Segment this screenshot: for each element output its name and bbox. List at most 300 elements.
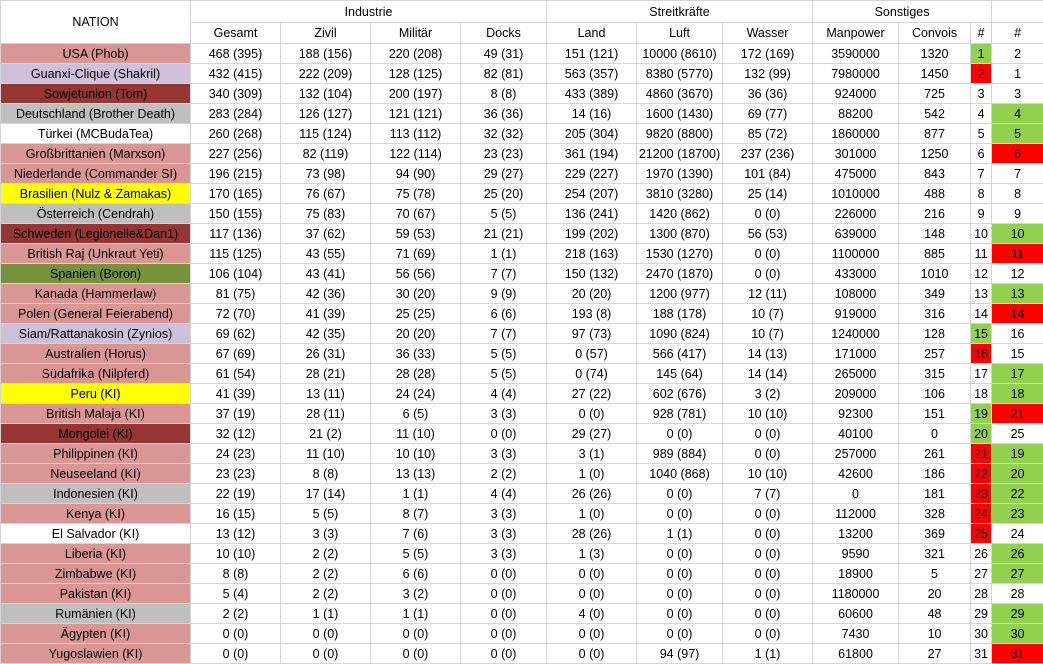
- militaer-cell: 11 (10): [371, 424, 461, 444]
- rank-previous-cell: 31: [992, 644, 1043, 664]
- militaer-cell: 36 (33): [371, 344, 461, 364]
- land-cell: 150 (132): [547, 264, 637, 284]
- convois-cell: 186: [899, 464, 971, 484]
- manpower-cell: 433000: [813, 264, 899, 284]
- luft-cell: 989 (884): [637, 444, 723, 464]
- rank-current-cell: 26: [971, 544, 992, 564]
- nation-cell: Sowjetunion (Tom): [1, 84, 191, 104]
- docks-cell: 25 (20): [461, 184, 547, 204]
- zivil-cell: 42 (36): [281, 284, 371, 304]
- table-row: [1, 284, 1043, 304]
- industrie-header: Industrie: [191, 1, 547, 23]
- wasser-cell: 10 (7): [723, 304, 813, 324]
- zivil-cell: 43 (55): [281, 244, 371, 264]
- militaer-cell: 121 (121): [371, 104, 461, 124]
- zivil-cell: 43 (41): [281, 264, 371, 284]
- rank-previous-cell: 18: [992, 384, 1043, 404]
- convois-cell: 20: [899, 584, 971, 604]
- wasser-cell: 10 (10): [723, 464, 813, 484]
- manpower-cell: 226000: [813, 204, 899, 224]
- manpower-cell: 60600: [813, 604, 899, 624]
- col-header-docks: Docks: [461, 23, 547, 44]
- convois-cell: 885: [899, 244, 971, 264]
- luft-cell: 94 (97): [637, 644, 723, 664]
- rank-current-cell: 14: [971, 304, 992, 324]
- docks-cell: 7 (7): [461, 324, 547, 344]
- convois-cell: 316: [899, 304, 971, 324]
- docks-cell: 6 (6): [461, 304, 547, 324]
- manpower-cell: 112000: [813, 504, 899, 524]
- zivil-cell: 26 (31): [281, 344, 371, 364]
- manpower-cell: 40100: [813, 424, 899, 444]
- col-header-convois: Convois: [899, 23, 971, 44]
- nation-cell: British Raj (Unkraut Yeti): [1, 244, 191, 264]
- wasser-cell: 3 (2): [723, 384, 813, 404]
- zivil-cell: 11 (10): [281, 444, 371, 464]
- docks-cell: 9 (9): [461, 284, 547, 304]
- manpower-cell: 42600: [813, 464, 899, 484]
- rank-previous-cell: 20: [992, 464, 1043, 484]
- luft-cell: 4860 (3670): [637, 84, 723, 104]
- gesamt-cell: 69 (62): [191, 324, 281, 344]
- nation-cell: Brasilien (Nulz & Zamakas): [1, 184, 191, 204]
- militaer-cell: 75 (78): [371, 184, 461, 204]
- land-cell: 26 (26): [547, 484, 637, 504]
- wasser-cell: 56 (53): [723, 224, 813, 244]
- docks-cell: 3 (3): [461, 524, 547, 544]
- convois-cell: 1250: [899, 144, 971, 164]
- militaer-cell: 6 (5): [371, 404, 461, 424]
- rank-previous-cell: 13: [992, 284, 1043, 304]
- luft-cell: 0 (0): [637, 564, 723, 584]
- col-header-rank-current: #: [971, 23, 992, 44]
- luft-cell: 602 (676): [637, 384, 723, 404]
- table-row: [1, 644, 1043, 664]
- rank-current-cell: 29: [971, 604, 992, 624]
- convois-cell: 315: [899, 364, 971, 384]
- rank-current-cell: 23: [971, 484, 992, 504]
- militaer-cell: 71 (69): [371, 244, 461, 264]
- nation-cell: Peru (KI): [1, 384, 191, 404]
- land-cell: 1 (0): [547, 464, 637, 484]
- nation-cell: Großbrittanien (Marxson): [1, 144, 191, 164]
- land-cell: 3 (1): [547, 444, 637, 464]
- zivil-cell: 42 (35): [281, 324, 371, 344]
- zivil-cell: 41 (39): [281, 304, 371, 324]
- rank-current-cell: 17: [971, 364, 992, 384]
- wasser-cell: 0 (0): [723, 564, 813, 584]
- docks-cell: 32 (32): [461, 124, 547, 144]
- rank-previous-cell: 3: [992, 84, 1043, 104]
- gesamt-cell: 150 (155): [191, 204, 281, 224]
- convois-cell: 106: [899, 384, 971, 404]
- luft-cell: 0 (0): [637, 504, 723, 524]
- convois-cell: 321: [899, 544, 971, 564]
- gesamt-cell: 32 (12): [191, 424, 281, 444]
- convois-cell: 328: [899, 504, 971, 524]
- manpower-cell: 61800: [813, 644, 899, 664]
- land-cell: 0 (0): [547, 404, 637, 424]
- docks-cell: 4 (4): [461, 384, 547, 404]
- luft-cell: 0 (0): [637, 584, 723, 604]
- wasser-cell: 0 (0): [723, 444, 813, 464]
- rank-previous-cell: 15: [992, 344, 1043, 364]
- convois-cell: 181: [899, 484, 971, 504]
- land-cell: 27 (22): [547, 384, 637, 404]
- table-row: [1, 364, 1043, 384]
- gesamt-cell: 61 (54): [191, 364, 281, 384]
- nation-cell: Neuseeland (KI): [1, 464, 191, 484]
- docks-cell: 21 (21): [461, 224, 547, 244]
- wasser-cell: 0 (0): [723, 604, 813, 624]
- militaer-cell: 0 (0): [371, 624, 461, 644]
- rank-previous-cell: 4: [992, 104, 1043, 124]
- manpower-cell: 1010000: [813, 184, 899, 204]
- gesamt-cell: 13 (12): [191, 524, 281, 544]
- rank-current-cell: 28: [971, 584, 992, 604]
- land-cell: 1 (3): [547, 544, 637, 564]
- luft-cell: 10000 (8610): [637, 44, 723, 64]
- table-row: [1, 204, 1043, 224]
- docks-cell: 5 (5): [461, 364, 547, 384]
- docks-cell: 0 (0): [461, 564, 547, 584]
- sonstiges-header: Sonstiges: [813, 1, 992, 23]
- table-row: [1, 524, 1043, 544]
- convois-cell: 488: [899, 184, 971, 204]
- militaer-cell: 8 (7): [371, 504, 461, 524]
- rank-current-cell: 31: [971, 644, 992, 664]
- table-row: [1, 444, 1043, 464]
- manpower-cell: 9590: [813, 544, 899, 564]
- convois-cell: 725: [899, 84, 971, 104]
- table-row: [1, 324, 1043, 344]
- convois-cell: 216: [899, 204, 971, 224]
- col-header-luft: Luft: [637, 23, 723, 44]
- col-header-land: Land: [547, 23, 637, 44]
- manpower-cell: 257000: [813, 444, 899, 464]
- zivil-cell: 73 (98): [281, 164, 371, 184]
- manpower-cell: 13200: [813, 524, 899, 544]
- militaer-cell: 128 (125): [371, 64, 461, 84]
- zivil-cell: 1 (1): [281, 604, 371, 624]
- table-row: [1, 344, 1043, 364]
- land-cell: 0 (74): [547, 364, 637, 384]
- table-row: [1, 384, 1043, 404]
- land-cell: 20 (20): [547, 284, 637, 304]
- wasser-cell: 172 (169): [723, 44, 813, 64]
- militaer-cell: 24 (24): [371, 384, 461, 404]
- docks-cell: 7 (7): [461, 264, 547, 284]
- rank-current-cell: 2: [971, 64, 992, 84]
- convois-cell: 542: [899, 104, 971, 124]
- wasser-cell: 0 (0): [723, 244, 813, 264]
- rank-current-cell: 6: [971, 144, 992, 164]
- rank-previous-cell: 26: [992, 544, 1043, 564]
- wasser-cell: 0 (0): [723, 504, 813, 524]
- wasser-cell: 0 (0): [723, 424, 813, 444]
- luft-cell: 1090 (824): [637, 324, 723, 344]
- nation-cell: Deutschland (Brother Death): [1, 104, 191, 124]
- manpower-cell: 475000: [813, 164, 899, 184]
- streitkraefte-header: Streitkräfte: [547, 1, 813, 23]
- nation-cell: USA (Phob): [1, 44, 191, 64]
- land-cell: 0 (0): [547, 584, 637, 604]
- land-cell: 254 (207): [547, 184, 637, 204]
- convois-cell: 148: [899, 224, 971, 244]
- docks-cell: 4 (4): [461, 484, 547, 504]
- wasser-cell: 0 (0): [723, 544, 813, 564]
- gesamt-cell: 24 (23): [191, 444, 281, 464]
- militaer-cell: 0 (0): [371, 644, 461, 664]
- gesamt-cell: 432 (415): [191, 64, 281, 84]
- wasser-cell: 85 (72): [723, 124, 813, 144]
- manpower-cell: 18900: [813, 564, 899, 584]
- zivil-cell: 76 (67): [281, 184, 371, 204]
- wasser-cell: 36 (36): [723, 84, 813, 104]
- nation-cell: Ägypten (KI): [1, 624, 191, 644]
- land-cell: 361 (194): [547, 144, 637, 164]
- nation-cell: Niederlande (Commander SI): [1, 164, 191, 184]
- manpower-cell: 1240000: [813, 324, 899, 344]
- zivil-cell: 115 (124): [281, 124, 371, 144]
- gesamt-cell: 115 (125): [191, 244, 281, 264]
- rank-current-cell: 18: [971, 384, 992, 404]
- table-row: [1, 264, 1043, 284]
- luft-cell: 1530 (1270): [637, 244, 723, 264]
- rank-current-cell: 4: [971, 104, 992, 124]
- militaer-cell: 1 (1): [371, 604, 461, 624]
- rank-previous-cell: 10: [992, 224, 1043, 244]
- luft-cell: 3810 (3280): [637, 184, 723, 204]
- convois-cell: 48: [899, 604, 971, 624]
- rank-previous-cell: 7: [992, 164, 1043, 184]
- table-row: [1, 304, 1043, 324]
- militaer-cell: 56 (56): [371, 264, 461, 284]
- table-row: [1, 84, 1043, 104]
- col-header-militaer: Militär: [371, 23, 461, 44]
- manpower-cell: 1180000: [813, 584, 899, 604]
- land-cell: 29 (27): [547, 424, 637, 444]
- rank-current-cell: 5: [971, 124, 992, 144]
- nation-cell: El Salvador (KI): [1, 524, 191, 544]
- docks-cell: 3 (3): [461, 504, 547, 524]
- militaer-cell: 70 (67): [371, 204, 461, 224]
- gesamt-cell: 41 (39): [191, 384, 281, 404]
- convois-cell: 843: [899, 164, 971, 184]
- nation-cell: Kanada (Hammerlaw): [1, 284, 191, 304]
- rank-current-cell: 27: [971, 564, 992, 584]
- rank-previous-cell: 11: [992, 244, 1043, 264]
- manpower-cell: 301000: [813, 144, 899, 164]
- gesamt-cell: 340 (309): [191, 84, 281, 104]
- nation-cell: Yugoslawien (KI): [1, 644, 191, 664]
- militaer-cell: 3 (2): [371, 584, 461, 604]
- manpower-cell: 924000: [813, 84, 899, 104]
- gesamt-cell: 81 (75): [191, 284, 281, 304]
- table-row: [1, 464, 1043, 484]
- nation-cell: Kenya (KI): [1, 504, 191, 524]
- col-header-manpower: Manpower: [813, 23, 899, 44]
- wasser-cell: 0 (0): [723, 264, 813, 284]
- luft-cell: 928 (781): [637, 404, 723, 424]
- rank-previous-cell: 6: [992, 144, 1043, 164]
- wasser-cell: 237 (236): [723, 144, 813, 164]
- convois-cell: 151: [899, 404, 971, 424]
- table-row: [1, 104, 1043, 124]
- land-cell: 1 (0): [547, 504, 637, 524]
- rank-current-cell: 7: [971, 164, 992, 184]
- wasser-cell: 0 (0): [723, 524, 813, 544]
- rank-current-cell: 10: [971, 224, 992, 244]
- gesamt-cell: 2 (2): [191, 604, 281, 624]
- luft-cell: 1300 (870): [637, 224, 723, 244]
- rank-current-cell: 12: [971, 264, 992, 284]
- nation-cell: Polen (General Feierabend): [1, 304, 191, 324]
- col-header-zivil: Zivil: [281, 23, 371, 44]
- table-row: [1, 184, 1043, 204]
- manpower-cell: 639000: [813, 224, 899, 244]
- gesamt-cell: 22 (19): [191, 484, 281, 504]
- convois-cell: 1450: [899, 64, 971, 84]
- rank-previous-cell: 29: [992, 604, 1043, 624]
- wasser-cell: 12 (11): [723, 284, 813, 304]
- table-row: [1, 604, 1043, 624]
- nation-cell: Guanxi-Clique (Shakril): [1, 64, 191, 84]
- convois-cell: 261: [899, 444, 971, 464]
- zivil-cell: 75 (83): [281, 204, 371, 224]
- manpower-cell: 171000: [813, 344, 899, 364]
- nation-cell: Indonesien (KI): [1, 484, 191, 504]
- manpower-cell: 7980000: [813, 64, 899, 84]
- zivil-cell: 17 (14): [281, 484, 371, 504]
- manpower-cell: 0: [813, 484, 899, 504]
- wasser-cell: 10 (10): [723, 404, 813, 424]
- docks-cell: 5 (5): [461, 204, 547, 224]
- rank-previous-cell: 17: [992, 364, 1043, 384]
- rank-current-cell: 21: [971, 444, 992, 464]
- luft-cell: 1 (1): [637, 524, 723, 544]
- land-cell: 14 (16): [547, 104, 637, 124]
- luft-cell: 1200 (977): [637, 284, 723, 304]
- header-row-groups: [1, 1, 1043, 23]
- land-cell: 0 (0): [547, 564, 637, 584]
- rank-previous-cell: 28: [992, 584, 1043, 604]
- wasser-cell: 14 (14): [723, 364, 813, 384]
- manpower-cell: 7430: [813, 624, 899, 644]
- wasser-cell: 14 (13): [723, 344, 813, 364]
- wasser-cell: 1 (1): [723, 644, 813, 664]
- convois-cell: 877: [899, 124, 971, 144]
- wasser-cell: 101 (84): [723, 164, 813, 184]
- col-header-wasser: Wasser: [723, 23, 813, 44]
- militaer-cell: 59 (53): [371, 224, 461, 244]
- luft-cell: 2470 (1870): [637, 264, 723, 284]
- docks-cell: 0 (0): [461, 644, 547, 664]
- gesamt-cell: 227 (256): [191, 144, 281, 164]
- luft-cell: 188 (178): [637, 304, 723, 324]
- convois-cell: 369: [899, 524, 971, 544]
- rank-current-cell: 8: [971, 184, 992, 204]
- docks-cell: 3 (3): [461, 404, 547, 424]
- zivil-cell: 28 (11): [281, 404, 371, 424]
- rank-previous-cell: 21: [992, 404, 1043, 424]
- zivil-cell: 13 (11): [281, 384, 371, 404]
- rank-previous-cell: 22: [992, 484, 1043, 504]
- table-row: [1, 164, 1043, 184]
- zivil-cell: 5 (5): [281, 504, 371, 524]
- wasser-cell: 0 (0): [723, 624, 813, 644]
- nation-cell: Liberia (KI): [1, 544, 191, 564]
- nation-cell: Türkei (MCBudaTea): [1, 124, 191, 144]
- nation-cell: Australien (Horus): [1, 344, 191, 364]
- luft-cell: 0 (0): [637, 424, 723, 444]
- land-cell: 151 (121): [547, 44, 637, 64]
- land-cell: 0 (0): [547, 644, 637, 664]
- militaer-cell: 10 (10): [371, 444, 461, 464]
- table-row: [1, 404, 1043, 424]
- manpower-cell: 209000: [813, 384, 899, 404]
- luft-cell: 9820 (8800): [637, 124, 723, 144]
- wasser-cell: 0 (0): [723, 584, 813, 604]
- manpower-cell: 88200: [813, 104, 899, 124]
- gesamt-cell: 23 (23): [191, 464, 281, 484]
- docks-cell: 0 (0): [461, 424, 547, 444]
- gesamt-cell: 283 (284): [191, 104, 281, 124]
- docks-cell: 3 (3): [461, 544, 547, 564]
- wasser-cell: 132 (99): [723, 64, 813, 84]
- convois-cell: 10: [899, 624, 971, 644]
- luft-cell: 145 (64): [637, 364, 723, 384]
- zivil-cell: 37 (62): [281, 224, 371, 244]
- manpower-cell: 1860000: [813, 124, 899, 144]
- convois-cell: 0: [899, 424, 971, 444]
- luft-cell: 0 (0): [637, 544, 723, 564]
- luft-cell: 1420 (862): [637, 204, 723, 224]
- table-row: [1, 504, 1043, 524]
- zivil-cell: 0 (0): [281, 644, 371, 664]
- luft-cell: 8380 (5770): [637, 64, 723, 84]
- zivil-cell: 2 (2): [281, 544, 371, 564]
- table-row: [1, 144, 1043, 164]
- gesamt-cell: 260 (268): [191, 124, 281, 144]
- luft-cell: 21200 (18700): [637, 144, 723, 164]
- table-row: [1, 484, 1043, 504]
- zivil-cell: 188 (156): [281, 44, 371, 64]
- rank-previous-cell: 24: [992, 524, 1043, 544]
- gesamt-cell: 196 (215): [191, 164, 281, 184]
- manpower-cell: 92300: [813, 404, 899, 424]
- convois-cell: 1320: [899, 44, 971, 64]
- table-row: [1, 584, 1043, 604]
- zivil-cell: 8 (8): [281, 464, 371, 484]
- table-row: [1, 124, 1043, 144]
- land-cell: 199 (202): [547, 224, 637, 244]
- luft-cell: 1600 (1430): [637, 104, 723, 124]
- zivil-cell: 126 (127): [281, 104, 371, 124]
- nation-cell: Zimbabwe (KI): [1, 564, 191, 584]
- docks-cell: 23 (23): [461, 144, 547, 164]
- rank-current-cell: 11: [971, 244, 992, 264]
- convois-cell: 27: [899, 644, 971, 664]
- docks-cell: 82 (81): [461, 64, 547, 84]
- table-row: [1, 544, 1043, 564]
- land-cell: 97 (73): [547, 324, 637, 344]
- docks-cell: 0 (0): [461, 604, 547, 624]
- docks-cell: 5 (5): [461, 344, 547, 364]
- gesamt-cell: 117 (136): [191, 224, 281, 244]
- rank-current-cell: 3: [971, 84, 992, 104]
- table-row: [1, 424, 1043, 444]
